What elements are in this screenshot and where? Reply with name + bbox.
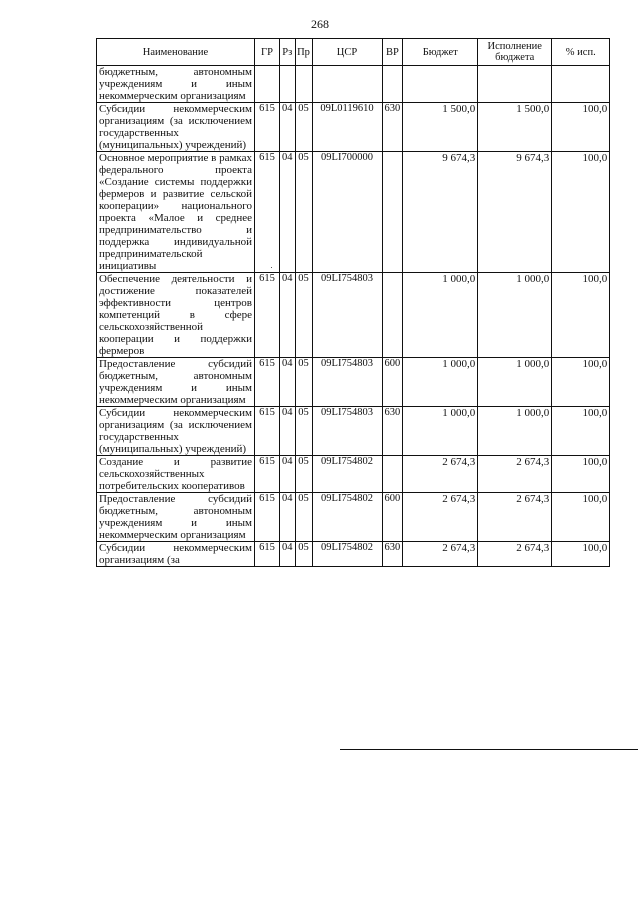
row-pr: 05: [295, 407, 312, 456]
horizontal-rule: [340, 749, 638, 750]
row-budget: 2 674,3: [403, 456, 478, 493]
row-csr: 09LI754803: [312, 407, 382, 456]
header-budget: Бюджет: [403, 39, 478, 66]
row-name: Предоставление субсидий бюджетным, автономным учреждениям и иным некоммерческим организациям: [97, 358, 255, 407]
row-csr: 09LI754803: [312, 358, 382, 407]
row-name: Обеспечение деятельности и достижение показателей эффективности центров компетенций в сфере сельскохозяйственной кооперации и поддержки фермеров: [97, 273, 255, 358]
row-csr: 09LI754803: [312, 273, 382, 358]
row-csr: 09LI754802: [312, 542, 382, 567]
row-execution: 2 674,3: [478, 542, 552, 567]
row-budget: 2 674,3: [403, 542, 478, 567]
row-vr: 630: [382, 542, 403, 567]
row-name: Предоставление субсидий бюджетным, автономным учреждениям и иным некоммерческим организациям: [97, 493, 255, 542]
table-row: [97, 542, 610, 567]
table-header-row: [97, 39, 610, 66]
row-gr: 615: [255, 456, 280, 493]
row-budget: 9 674,3: [403, 152, 478, 273]
row-budget: 1 000,0: [403, 273, 478, 358]
row-gr: [255, 66, 280, 103]
row-gr: 615: [255, 273, 280, 358]
row-rz: 04: [280, 456, 296, 493]
row-gr: 615: [255, 542, 280, 567]
row-csr: 09LI754802: [312, 493, 382, 542]
row-gr: 615: [255, 358, 280, 407]
header-pr: Пр: [295, 39, 312, 66]
row-percent: 100,0: [552, 493, 610, 542]
row-execution: [478, 66, 552, 103]
row-execution: 1 000,0: [478, 273, 552, 358]
row-pr: 05: [295, 493, 312, 542]
row-percent: 100,0: [552, 407, 610, 456]
row-gr: 615: [255, 152, 280, 273]
row-vr: 600: [382, 358, 403, 407]
table-row: [97, 103, 610, 152]
header-rz: Рз: [280, 39, 296, 66]
row-name: Субсидии некоммерческим организациям (за: [97, 542, 255, 567]
budget-table: [96, 38, 610, 567]
header-name: Наименование: [97, 39, 255, 66]
row-execution: 1 000,0: [478, 358, 552, 407]
row-rz: 04: [280, 407, 296, 456]
row-vr: 600: [382, 493, 403, 542]
table-row: [97, 493, 610, 542]
row-budget: 2 674,3: [403, 493, 478, 542]
row-name: Создание и развитие сельскохозяйственных потребительских кооперативов: [97, 456, 255, 493]
row-csr: 09L0119610: [312, 103, 382, 152]
row-vr: [382, 456, 403, 493]
table-row: [97, 66, 610, 103]
row-vr: [382, 273, 403, 358]
table-row: [97, 407, 610, 456]
table-row: [97, 456, 610, 493]
row-rz: 04: [280, 493, 296, 542]
row-pr: [295, 66, 312, 103]
row-execution: 2 674,3: [478, 493, 552, 542]
row-execution: 2 674,3: [478, 456, 552, 493]
row-execution: 1 500,0: [478, 103, 552, 152]
row-name: бюджетным, автономным учреждениям и иным некоммерческим организациям: [97, 66, 255, 103]
table-row: [97, 273, 610, 358]
row-pr: 05: [295, 152, 312, 273]
row-execution: 1 000,0: [478, 407, 552, 456]
scan-speck: [271, 267, 272, 268]
row-rz: [280, 66, 296, 103]
row-rz: 04: [280, 103, 296, 152]
row-csr: 09LI754802: [312, 456, 382, 493]
row-rz: 04: [280, 358, 296, 407]
row-name: Субсидии некоммерческим организациям (за исключением государственных (муниципальных) учреждений): [97, 407, 255, 456]
row-percent: 100,0: [552, 152, 610, 273]
row-gr: 615: [255, 493, 280, 542]
row-rz: 04: [280, 273, 296, 358]
row-rz: 04: [280, 152, 296, 273]
row-vr: 630: [382, 407, 403, 456]
row-csr: [312, 66, 382, 103]
row-percent: 100,0: [552, 103, 610, 152]
header-gr: ГР: [255, 39, 280, 66]
row-name: Субсидии некоммерческим организациям (за исключением государственных (муниципальных) учреждений): [97, 103, 255, 152]
table-row: [97, 358, 610, 407]
row-gr: 615: [255, 407, 280, 456]
row-rz: 04: [280, 542, 296, 567]
row-name: Основное мероприятие в рамках федерального проекта «Создание системы поддержки фермеров и развитие сельской кооперации» национального проекта «Малое и среднее предпринимательство и поддержка индивидуальной предпринимательской инициативы: [97, 152, 255, 273]
row-pr: 05: [295, 358, 312, 407]
row-pr: 05: [295, 542, 312, 567]
row-percent: [552, 66, 610, 103]
row-vr: 630: [382, 103, 403, 152]
header-execution: Исполнение бюджета: [478, 39, 552, 66]
row-execution: 9 674,3: [478, 152, 552, 273]
row-vr: [382, 66, 403, 103]
row-pr: 05: [295, 456, 312, 493]
row-gr: 615: [255, 103, 280, 152]
row-budget: 1 500,0: [403, 103, 478, 152]
header-csr: ЦСР: [312, 39, 382, 66]
header-percent: % исп.: [552, 39, 610, 66]
row-percent: 100,0: [552, 358, 610, 407]
row-budget: [403, 66, 478, 103]
row-percent: 100,0: [552, 542, 610, 567]
row-percent: 100,0: [552, 456, 610, 493]
page-number: 268: [311, 17, 329, 31]
table-row: [97, 152, 610, 273]
header-vr: ВР: [382, 39, 403, 66]
row-pr: 05: [295, 273, 312, 358]
row-budget: 1 000,0: [403, 358, 478, 407]
row-vr: [382, 152, 403, 273]
row-pr: 05: [295, 103, 312, 152]
row-budget: 1 000,0: [403, 407, 478, 456]
row-csr: 09LI700000: [312, 152, 382, 273]
row-percent: 100,0: [552, 273, 610, 358]
